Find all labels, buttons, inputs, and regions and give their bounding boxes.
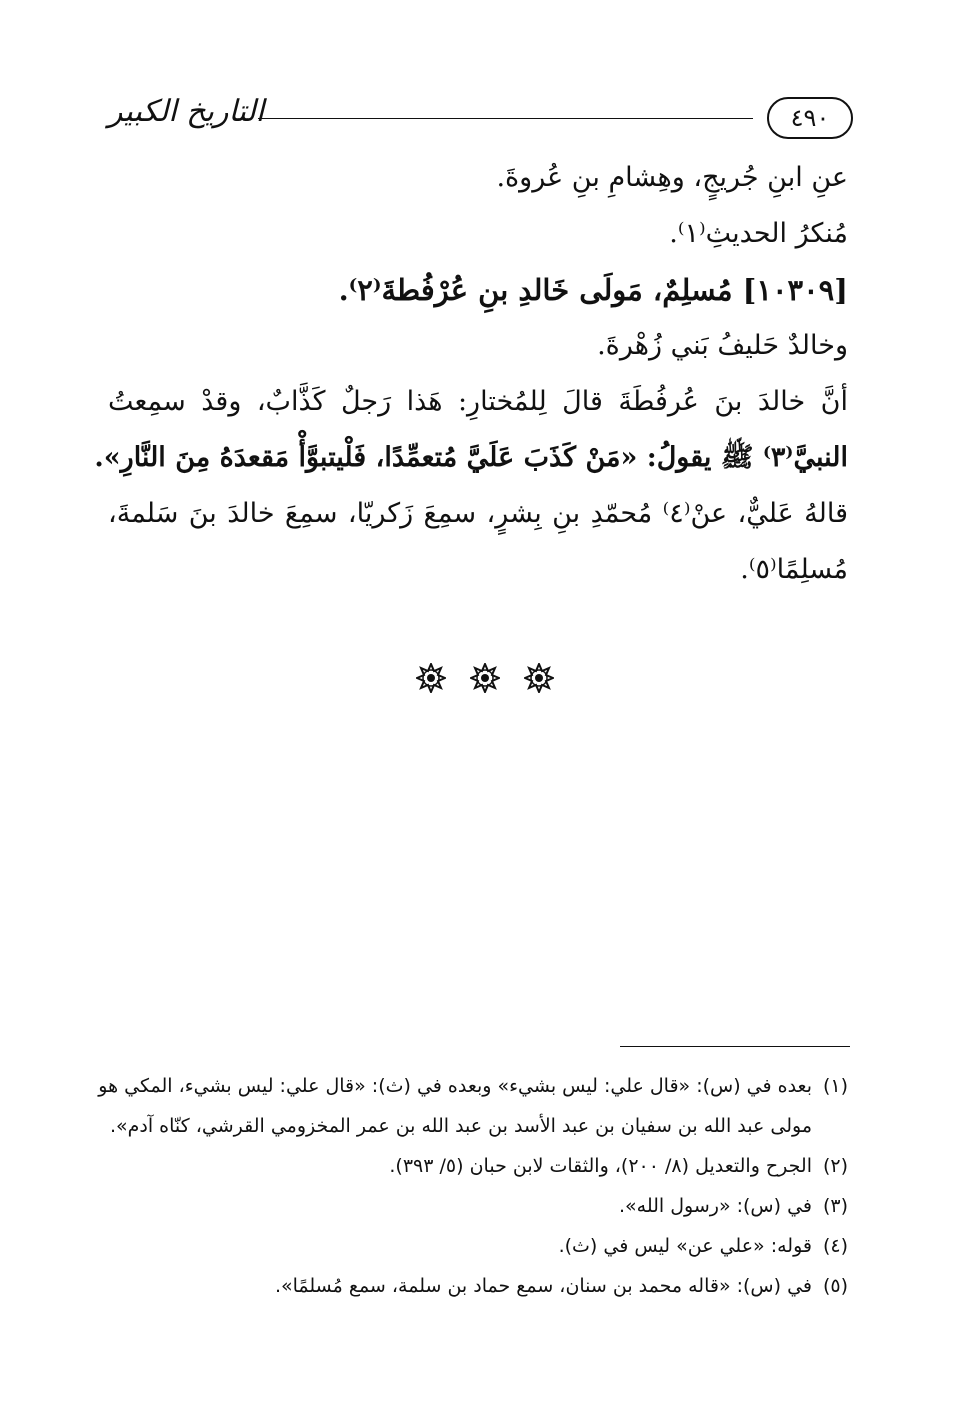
entry-heading: [١٠٣٠٩] مُسلِمٌ، مَولَى خَالدِ بنِ عُرْفُطةَ⁽٢⁾.: [338, 273, 848, 307]
footnotes: [98, 1066, 848, 1306]
footnote-number: (٥): [822, 1275, 848, 1297]
footnote-number: (١): [822, 1075, 848, 1097]
footnote-number: (٢): [822, 1155, 848, 1177]
text-line: وخالدٌ حَليفُ بَني زُهْرةَ.: [597, 330, 848, 361]
footnote-line: بعده في (س): «قال علي: ليس بشيء» وبعده في (ث): «قال علي: ليس بشيء، المكي هو: [98, 1075, 812, 1097]
rosette-icon: [524, 663, 554, 693]
text-line: مُسلِمًا⁽٥⁾.: [740, 554, 848, 585]
footnote-text: [108, 1186, 812, 1226]
text-line: مُنكرُ الحديثِ⁽١⁾.: [669, 218, 848, 249]
footnote: [98, 1066, 848, 1146]
book-title: التاريخ الكبير: [108, 94, 265, 129]
footnote-text: [108, 1226, 812, 1266]
footnote-text: [108, 1266, 812, 1306]
footnote-text: [108, 1146, 812, 1186]
text-line: قالهُ عَليٌّ، عنْ⁽٤⁾ مُحمّدِ بنِ بِشرٍ، سمِعَ زَكريّا، سمِعَ خالدَ بنَ سَلمةَ،: [108, 498, 848, 529]
footnote-line: الجرح والتعديل (٨/ ٢٠٠)، والثقات لابن حبان (٥/ ٣٩٣).: [389, 1155, 812, 1177]
footnote: [108, 1266, 848, 1306]
footnote-rule: [620, 1046, 850, 1047]
footnote-line: في (س): «رسول الله».: [618, 1195, 812, 1217]
footnote-text: [98, 1066, 812, 1146]
rosette-icon: [470, 663, 500, 693]
footnote-line: مولى عبد الله بن سفيان بن عبد الأسد بن عبد الله بن عمر المخزومي القرشي، كنّاه آدم».: [109, 1115, 812, 1137]
footnote-line: في (س): «قاله محمد بن سنان، سمع حماد بن سلمة، سمع مُسلمًا».: [274, 1275, 812, 1297]
text-line: أنَّ خالدَ بنَ عُرفُطَةَ قالَ لِلمُختارِ: هَذا رَجلٌ كَذَّابٌ، وقدْ سمِعتُ: [108, 386, 848, 417]
main-text: [94, 150, 848, 598]
footnote: [108, 1226, 848, 1266]
text-line: عنِ ابنِ جُريجٍ، وهِشامِ بنِ عُروةَ.: [496, 162, 848, 193]
footnote-line: قوله: «علي عن» ليس في (ث).: [558, 1235, 812, 1257]
section-separator: [0, 663, 970, 701]
header-rule: [258, 118, 753, 119]
running-header: [108, 92, 853, 142]
footnote: [108, 1146, 848, 1186]
page-number: ٤٩٠: [767, 97, 853, 139]
footnote-number: (٣): [822, 1195, 848, 1217]
hadith-line: النبيَّ⁽٣⁾ ﷺ يقولُ: «مَنْ كَذَبَ عَلَيَّ مُتعمِّدًا، فَلْيتبوَّأْ مَقعدَهُ مِنَ النَّارِ».: [94, 442, 848, 473]
footnote: [108, 1186, 848, 1226]
footnote-number: (٤): [822, 1235, 848, 1257]
rosette-icon: [416, 663, 446, 693]
